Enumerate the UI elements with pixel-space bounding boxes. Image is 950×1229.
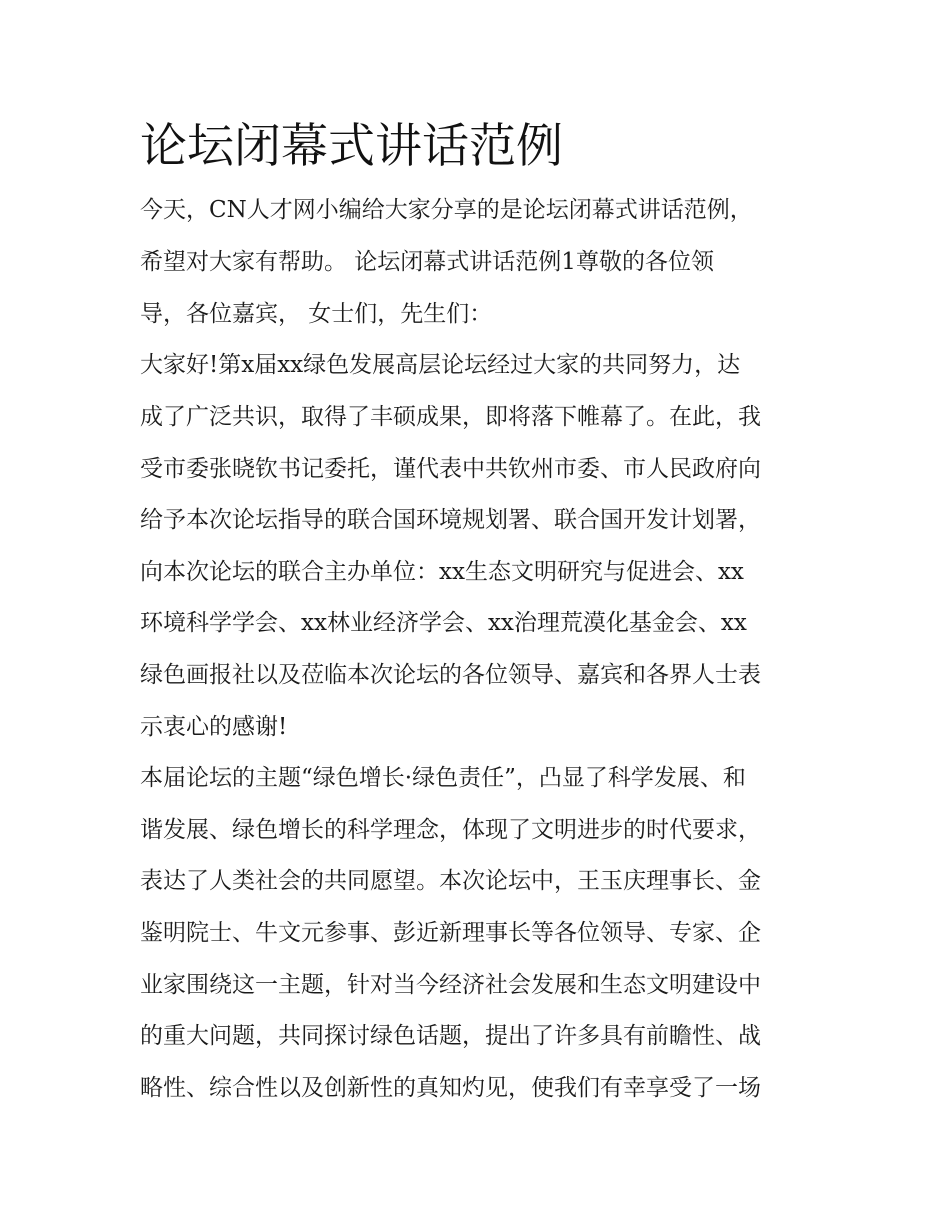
paragraph-line: 谐发展、绿色增长的科学理念，体现了文明进步的时代要求， bbox=[140, 817, 761, 843]
paragraph-line: 大家好!第x届xx绿色发展高层论坛经过大家的共同努力，达 bbox=[140, 352, 741, 378]
paragraph-line: 本届论坛的主题“绿色增长·绿色责任”，凸显了科学发展、和 bbox=[140, 765, 746, 791]
paragraph-line: 的重大问题，共同探讨绿色话题，提出了许多具有前瞻性、战 bbox=[140, 1023, 761, 1049]
paragraph-line: 示衷心的感谢! bbox=[140, 714, 288, 740]
paragraph-line: 略性、综合性以及创新性的真知灼见，使我们有幸享受了一场 bbox=[140, 1075, 761, 1101]
paragraph-line: 今天，CN人才网小编给大家分享的是论坛闭幕式讲话范例， bbox=[140, 197, 753, 223]
paragraph-line: 向本次论坛的联合主办单位：xx生态文明研究与促进会、xx bbox=[140, 559, 744, 585]
paragraph-line: 希望对大家有帮助。 论坛闭幕式讲话范例1尊敬的各位领 bbox=[140, 249, 714, 275]
paragraph-line: 鉴明院士、牛文元参事、彭近新理事长等各位领导、专家、企 bbox=[140, 920, 761, 946]
paragraph-line: 绿色画报社以及莅临本次论坛的各位领导、嘉宾和各界人士表 bbox=[140, 662, 761, 688]
document-title: 论坛闭幕式讲话范例 bbox=[140, 119, 563, 174]
paragraph-line: 成了广泛共识，取得了丰硕成果，即将落下帷幕了。在此，我 bbox=[140, 404, 761, 430]
paragraph-line: 业家围绕这一主题，针对当今经济社会发展和生态文明建设中 bbox=[140, 972, 761, 998]
paragraph-line: 导，各位嘉宾， 女士们，先生们： bbox=[140, 301, 493, 327]
paragraph-line: 表达了人类社会的共同愿望。本次论坛中，王玉庆理事长、金 bbox=[140, 868, 761, 894]
paragraph-line: 环境科学学会、xx林业经济学会、xx治理荒漠化基金会、xx bbox=[140, 610, 747, 636]
paragraph-line: 给予本次论坛指导的联合国环境规划署、联合国开发计划署， bbox=[140, 507, 761, 533]
paragraph-line: 受市委张晓钦书记委托，谨代表中共钦州市委、市人民政府向 bbox=[140, 456, 761, 482]
